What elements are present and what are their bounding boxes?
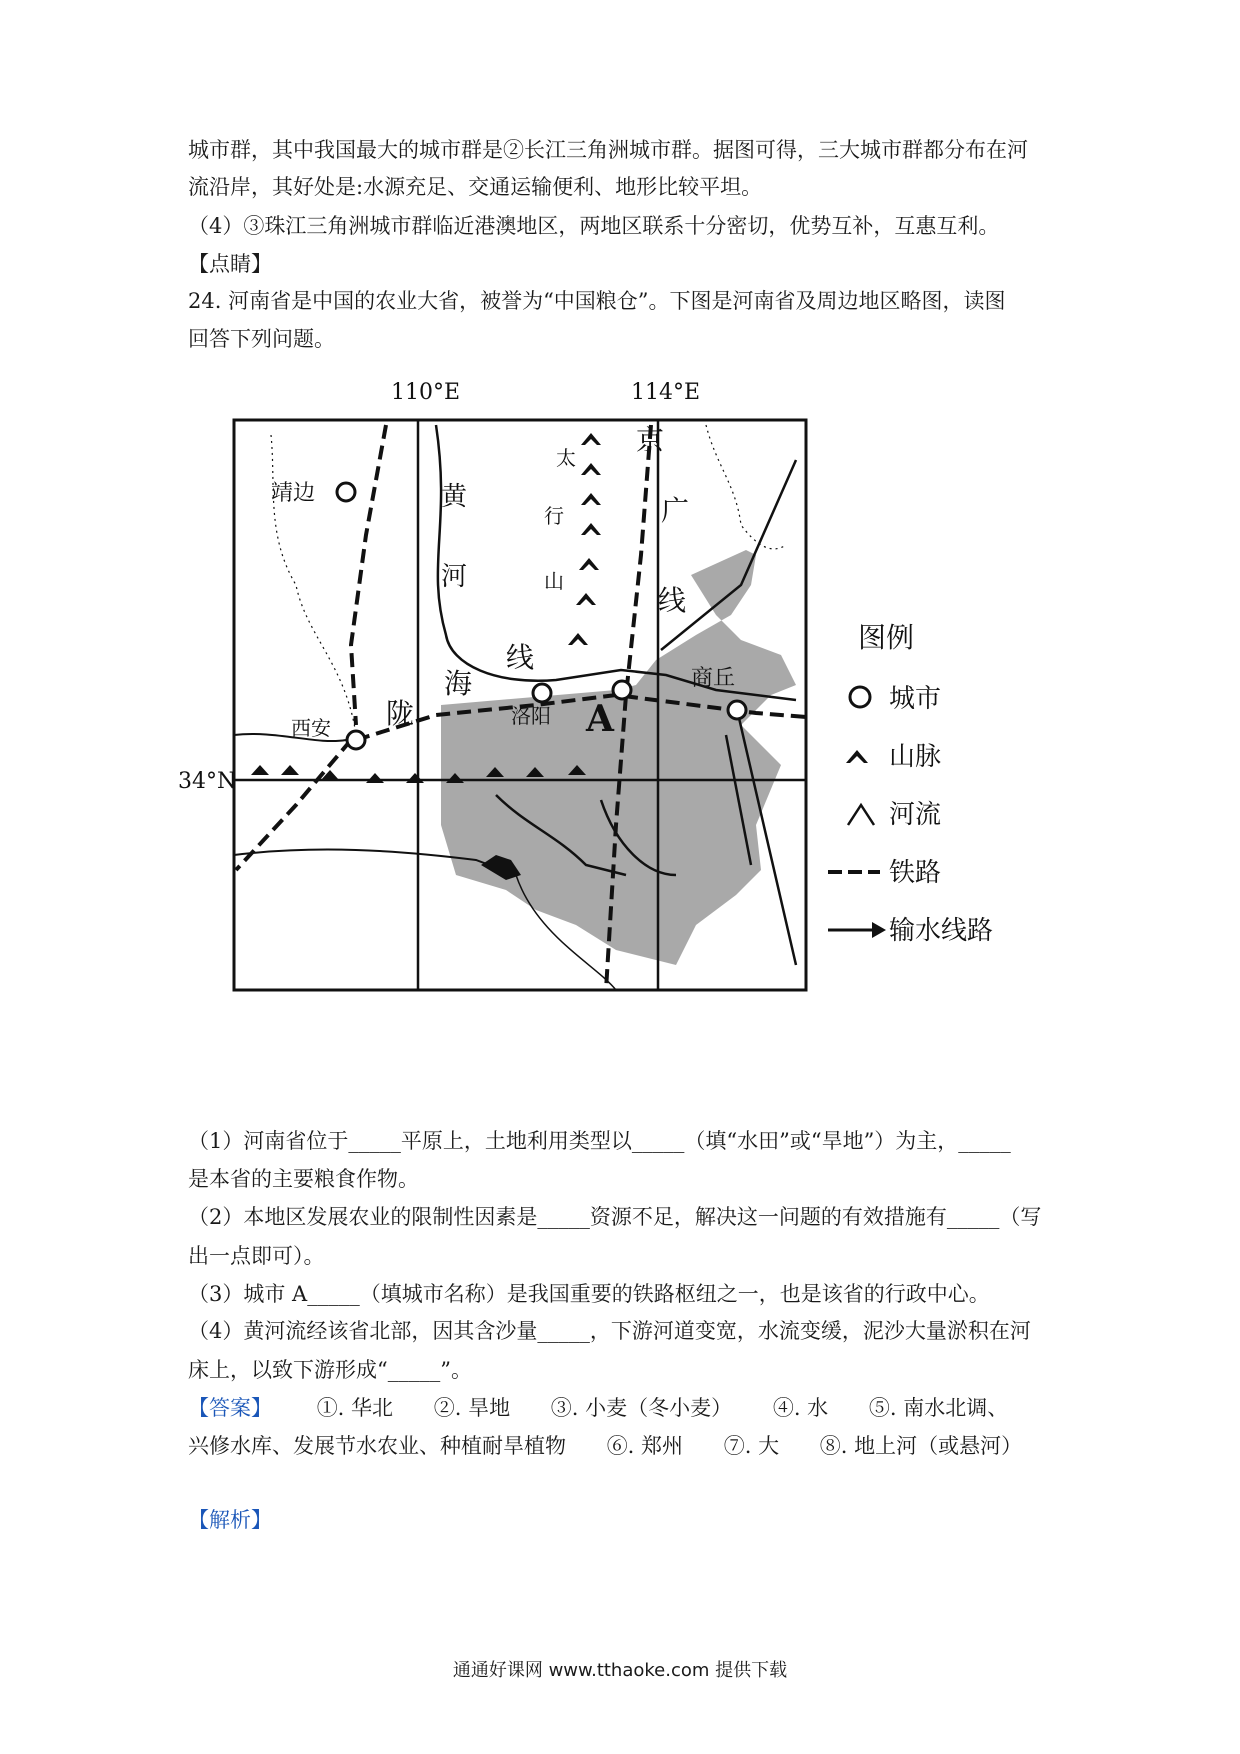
water-transfer-line bbox=[661, 460, 796, 650]
lon-114-label: 114°E bbox=[631, 380, 701, 405]
question-3: （3）城市 A_____（填城市名称）是我国重要的铁路枢纽之一，也是该省的行政中心。 bbox=[188, 1282, 990, 1306]
city-luoyang-marker bbox=[533, 684, 551, 702]
legend-mountain-icon bbox=[846, 750, 868, 763]
dianjing-heading: 【点睛】 bbox=[188, 252, 272, 276]
answer-item: ②. 旱地 bbox=[433, 1396, 511, 1420]
city-xian-marker bbox=[347, 731, 365, 749]
answer-item: ⑥. 郑州 bbox=[606, 1434, 684, 1458]
question-2-line-1: （2）本地区发展农业的限制性因素是_____资源不足，解决这一问题的有效措施有_____（写 bbox=[188, 1205, 1042, 1229]
answer-item: ⑦. 大 bbox=[723, 1434, 780, 1458]
answer-item: 兴修水库、发展节水农业、种植耐旱植物 bbox=[188, 1434, 566, 1458]
railway-char-guang: 广 bbox=[661, 494, 690, 527]
river-char-he: 河 bbox=[441, 562, 468, 592]
answer-item: ③. 小麦（冬小麦） bbox=[550, 1396, 733, 1420]
mountain-char-shan: 山 bbox=[544, 569, 564, 593]
city-a-label: A bbox=[586, 698, 614, 740]
intro-line-2: 流沿岸，其好处是:水源充足、交通运输便利、地形比较平坦。 bbox=[188, 175, 763, 199]
river-char-huang: 黄 bbox=[441, 482, 468, 512]
answer-item: ④. 水 bbox=[772, 1396, 829, 1420]
legend-title: 图例 bbox=[858, 621, 915, 654]
answer-tag: 【答案】 bbox=[188, 1396, 272, 1420]
answer-item: ⑧. 地上河（或悬河） bbox=[819, 1434, 1023, 1458]
railway-char-xian2: 线 bbox=[506, 641, 535, 674]
legend-railway-label: 铁路 bbox=[889, 858, 942, 888]
city-luoyang-label: 洛阳 bbox=[511, 704, 551, 728]
question-2-line-2: 出一点即可）。 bbox=[188, 1244, 325, 1268]
legend-city-icon bbox=[850, 687, 870, 707]
legend-mountain-label: 山脉 bbox=[889, 742, 942, 772]
legend-arrow-icon bbox=[872, 922, 886, 938]
map-legend bbox=[828, 621, 993, 946]
city-a-marker bbox=[613, 681, 631, 699]
page-footer: 通通好课网 www.tthaoke.com 提供下载 bbox=[452, 1660, 788, 1681]
railway-char-hai: 海 bbox=[444, 667, 473, 700]
question-stem-2: 回答下列问题。 bbox=[188, 327, 335, 351]
railway-baotou-xian bbox=[351, 425, 386, 725]
legend-river-label: 河流 bbox=[889, 800, 942, 830]
city-jingbian-marker bbox=[337, 483, 355, 501]
lat-34-label: 34°N bbox=[178, 769, 237, 794]
question-4-line-2: 床上，以致下游形成“_____”。 bbox=[188, 1358, 472, 1382]
lon-110-label: 110°E bbox=[391, 380, 461, 405]
legend-river-icon bbox=[848, 805, 874, 825]
answer-item: ⑤. 南水北调、 bbox=[868, 1396, 1009, 1420]
henan-province-area bbox=[441, 550, 796, 965]
question-1-line-1: （1）河南省位于_____平原上，土地利用类型以_____（填“水田”或“旱地”）为主，_____ bbox=[188, 1129, 1011, 1153]
intro-line-3: （4）③珠江三角洲城市群临近港澳地区，两地区联系十分密切，优势互补，互惠互利。 bbox=[188, 214, 1000, 238]
question-1-line-2: 是本省的主要粮食作物。 bbox=[188, 1167, 419, 1191]
legend-city-label: 城市 bbox=[889, 684, 942, 714]
henan-map bbox=[178, 380, 1126, 1110]
city-shangqiu-label: 商丘 bbox=[691, 666, 736, 691]
answer-item: ①. 华北 bbox=[316, 1396, 394, 1420]
boundary-2 bbox=[706, 425, 786, 549]
question-4-line-1: （4）黄河流经该省北部，因其含沙量_____，下游河道变宽，水流变缓，泥沙大量淤积在河 bbox=[188, 1319, 1031, 1343]
railway-char-long: 陇 bbox=[386, 697, 415, 730]
intro-line-1: 城市群，其中我国最大的城市群是②长江三角洲城市群。据图可得，三大城市群都分布在河 bbox=[188, 138, 1028, 162]
legend-water-label: 输水线路 bbox=[889, 916, 994, 946]
analysis-heading: 【解析】 bbox=[188, 1508, 272, 1532]
answer-row-1 bbox=[188, 1393, 1068, 1423]
city-jingbian-label: 靖边 bbox=[271, 481, 316, 506]
henan-map-figure bbox=[178, 380, 1126, 1110]
boundary-1 bbox=[271, 435, 356, 735]
answer-row-2 bbox=[188, 1431, 1068, 1461]
question-stem-1: 24. 河南省是中国的农业大省，被誉为“中国粮仓”。下图是河南省及周边地区略图，读图 bbox=[188, 289, 1006, 313]
city-xian-label: 西安 bbox=[291, 716, 331, 740]
railway-char-jing: 京 bbox=[636, 424, 665, 457]
mountain-char-xing: 行 bbox=[544, 504, 564, 528]
mountain-char-tai: 太 bbox=[556, 446, 576, 470]
city-shangqiu-marker bbox=[728, 701, 746, 719]
railway-char-xian: 线 bbox=[658, 584, 687, 617]
